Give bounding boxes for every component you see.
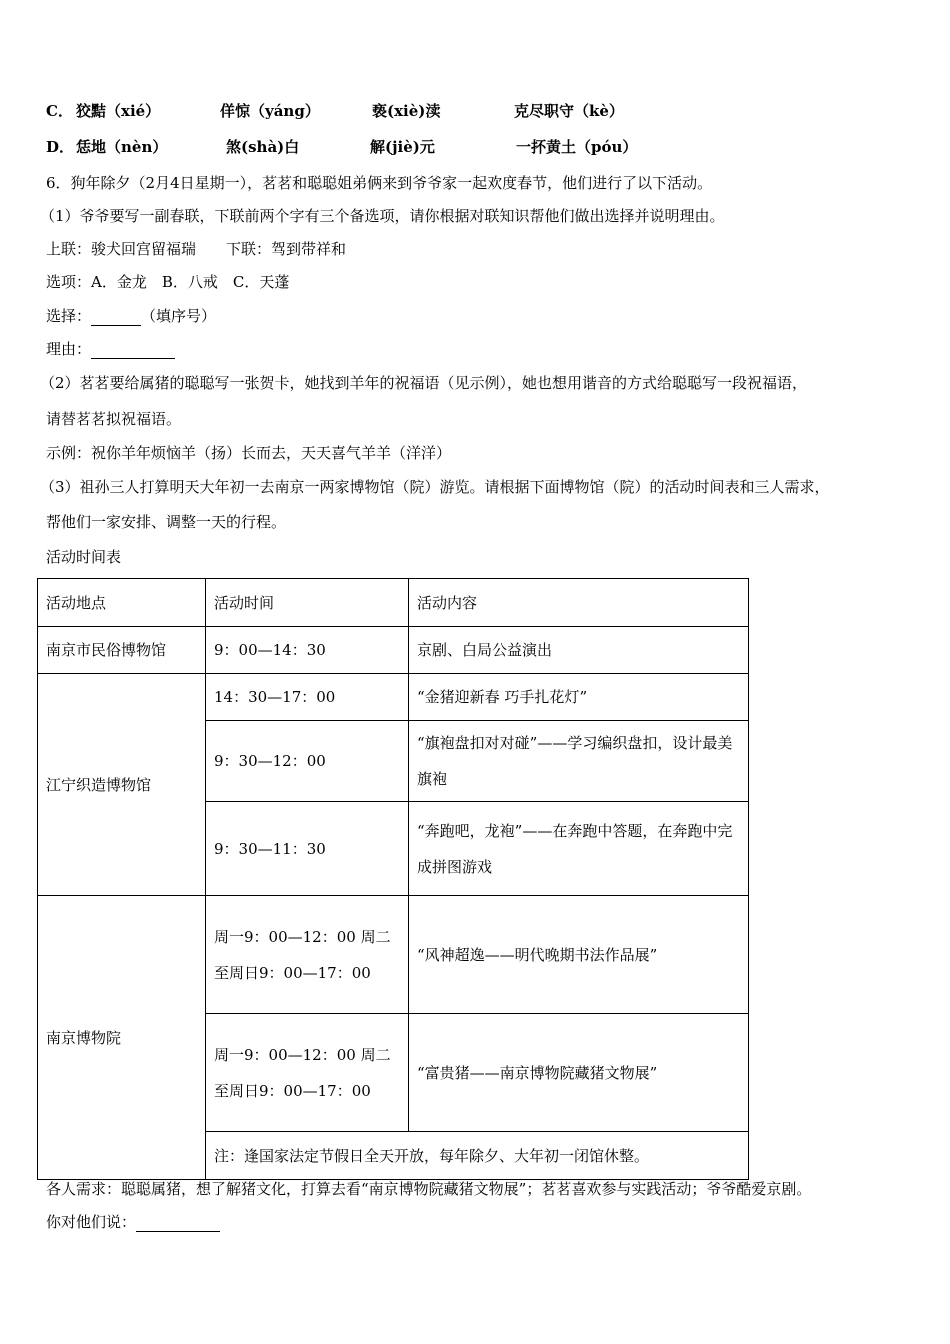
content-cell: “富贵猪——南京博物院藏猪文物展” [409, 1014, 749, 1132]
place-cell: 南京博物院 [38, 896, 206, 1180]
time-cell: 14：30—17：00 [206, 674, 409, 721]
say-line [46, 1212, 220, 1232]
content-cell: “金猪迎新春 巧手扎花灯” [409, 674, 749, 721]
option-label: C． [46, 102, 73, 120]
select-hint: （填序号） [141, 307, 217, 325]
option-item: 恁地（nèn） [76, 138, 168, 156]
q6-part3: （3）祖孙三人打算明天大年初一去南京一两家博物馆（院）游览。请根据下面博物馆（院）的活动时间表和三人需求， [40, 478, 830, 496]
q6-part2-cont: 请替茗茗拟祝福语。 [46, 410, 182, 428]
option-item: 煞(shà)白 [226, 138, 300, 156]
time-cell: 9：30—12：00 [206, 721, 409, 802]
upper-couplet: 上联：骏犬回宫留福瑞 [46, 240, 197, 258]
header-cell: 活动内容 [409, 579, 749, 627]
header-cell: 活动地点 [38, 579, 206, 627]
choices: 选项：A．金龙 B．八戒 C．天蓬 [46, 273, 290, 291]
select-blank[interactable] [91, 311, 141, 326]
time-cell: 周一9：00—12：00 周二至周日9：00—17：00 [206, 1014, 409, 1132]
content-cell: “风神超逸——明代晚期书法作品展” [409, 896, 749, 1014]
place-cell: 江宁织造博物馆 [38, 674, 206, 896]
content-cell: “奔跑吧，龙袍”——在奔跑中答题，在奔跑中完成拼图游戏 [409, 802, 749, 896]
time-cell: 周一9：00—12：00 周二至周日9：00—17：00 [206, 896, 409, 1014]
reason-line [46, 339, 175, 359]
note-cell: 注：逢国家法定节假日全天开放，每年除夕、大年初一闭馆休整。 [206, 1132, 749, 1180]
table-title: 活动时间表 [46, 548, 122, 566]
content-cell: “旗袍盘扣对对碰”——学习编织盘扣，设计最美旗袍 [409, 721, 749, 802]
time-cell: 9：30—11：30 [206, 802, 409, 896]
reason-blank[interactable] [91, 344, 175, 359]
table-row [38, 896, 749, 1014]
select-label: 选择： [46, 307, 92, 325]
example: 示例：祝你羊年烦恼羊（扬）长而去，天天喜气羊羊（洋洋） [46, 444, 452, 462]
option-item: 亵(xiè)渎 [372, 102, 441, 120]
header-cell: 活动时间 [206, 579, 409, 627]
table-header [38, 579, 749, 627]
select-line [46, 306, 216, 326]
say-label: 你对他们说： [46, 1213, 137, 1231]
option-item: 一抔黄土（póu） [516, 138, 638, 156]
table-row [38, 627, 749, 674]
q6-part3-cont: 帮他们一家安排、调整一天的行程。 [46, 513, 287, 531]
schedule-table [37, 578, 749, 1180]
option-item: 佯惊（yáng） [220, 102, 320, 120]
option-item: 克尽职守（kè） [514, 102, 624, 120]
q6-intro: 6．狗年除夕（2月4日星期一），茗茗和聪聪姐弟俩来到爷爷家一起欢度春节，他们进行了以下活动。 [46, 174, 713, 192]
time-cell: 9：00—14：30 [206, 627, 409, 674]
option-item: 解(jiè)元 [370, 138, 435, 156]
content-cell: 京剧、白局公益演出 [409, 627, 749, 674]
couplet [46, 239, 346, 259]
option-label: D． [46, 138, 75, 156]
q6-part1: （1）爷爷要写一副春联，下联前两个字有三个备选项，请你根据对联知识帮他们做出选择并说明理由。 [40, 207, 725, 225]
reason-label: 理由： [46, 340, 92, 358]
q6-part2: （2）茗茗要给属猪的聪聪写一张贺卡，她找到羊年的祝福语（见示例），她也想用谐音的方式给聪聪写一段祝福语， [40, 374, 808, 392]
lower-couplet: 下联：驾到带祥和 [226, 240, 347, 258]
table-row [38, 674, 749, 721]
option-item: 狡黠（xié） [76, 102, 161, 120]
option-d [46, 137, 638, 157]
place-cell: 南京市民俗博物馆 [38, 627, 206, 674]
needs: 各人需求：聪聪属猪，想了解猪文化，打算去看“南京博物院藏猪文物展”；茗茗喜欢参与实践活动；爷爷酷爱京剧。 [46, 1180, 812, 1198]
option-c [46, 101, 624, 121]
say-blank[interactable] [136, 1217, 220, 1232]
